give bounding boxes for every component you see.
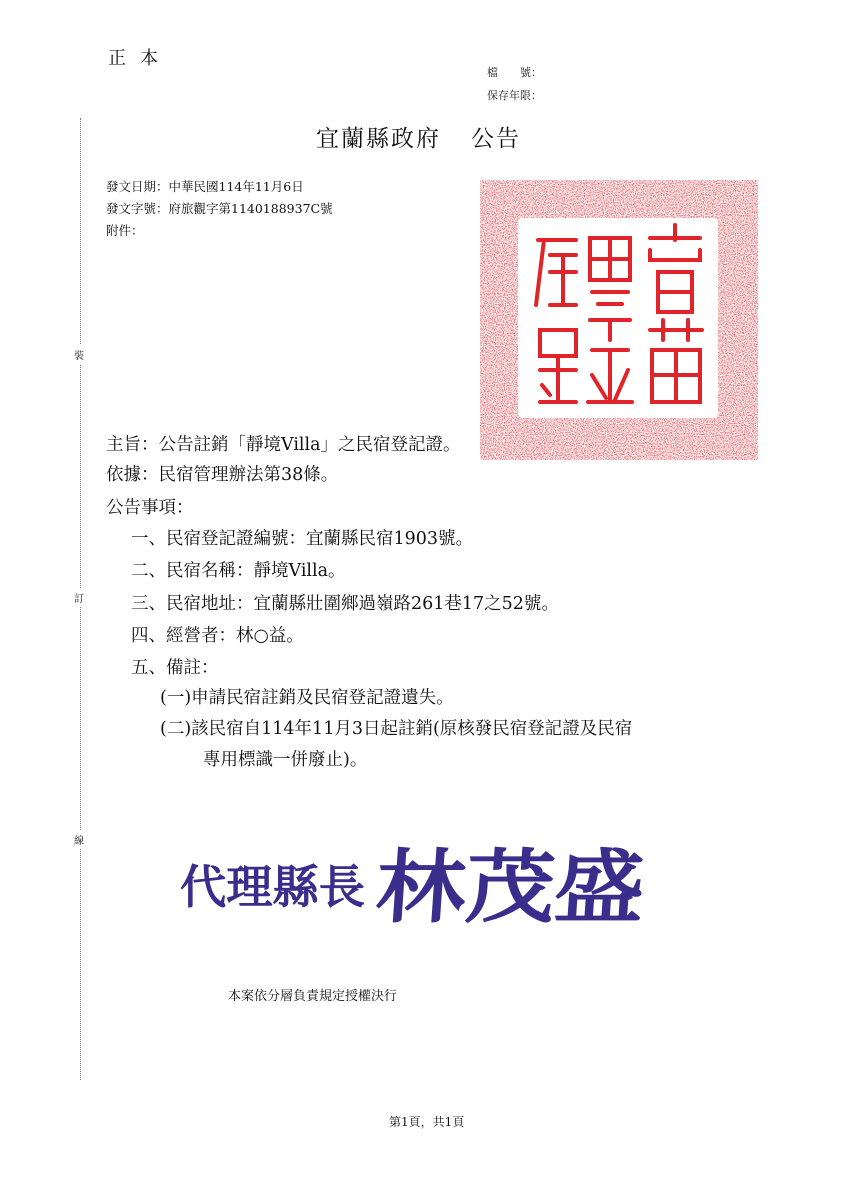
svg-text:林茂盛: 林茂盛	[373, 840, 620, 934]
list-item: 五、備註：	[131, 658, 219, 678]
note-item-continuation: 專用標識一併廢止)。	[203, 750, 368, 770]
list-item: 二、民宿名稱：靜境Villa。	[131, 561, 346, 581]
list-item: 三、民宿地址：宜蘭縣壯圍鄉過嶺路261巷17之52號。	[131, 594, 559, 614]
binding-mark-xian: 線	[74, 830, 84, 849]
binding-mark-zhuang: 裝	[74, 345, 84, 364]
list-item: 一、民宿登記證編號：宜蘭縣民宿1903號。	[131, 529, 474, 549]
subject-line: 主旨：公告註銷「靜境Villa」之民宿登記證。	[106, 435, 461, 455]
issuing-organization: 宜蘭縣政府	[316, 126, 441, 152]
official-seal	[480, 180, 758, 460]
document-number: 發文字號：府旅觀字第1140188937C號	[106, 201, 333, 216]
authorization-note: 本案依分層負責規定授權決行	[228, 989, 398, 1004]
items-heading: 公告事項：	[106, 498, 194, 518]
copy-label: 正本	[108, 48, 172, 69]
list-item: 四、經營者：林○益。	[131, 626, 304, 646]
attachment-label: 附件：	[106, 223, 144, 238]
official-signature-stamp	[180, 835, 650, 935]
document-type: 公告	[471, 126, 521, 152]
issue-date: 發文日期：中華民國114年11月6日	[106, 179, 304, 194]
note-item: (一)申請民宿註銷及民宿登記證遺失。	[160, 688, 454, 708]
basis-line: 依據：民宿管理辦法第38條。	[106, 465, 339, 485]
page-number: 第1頁，共1頁	[389, 1115, 465, 1129]
retention-period-label: 保存年限：	[487, 89, 542, 102]
file-number-label: 檔 號：	[487, 66, 542, 79]
note-item: (二)該民宿自114年11月3日起註銷(原核發民宿登記證及民宿	[160, 719, 633, 739]
binding-mark-ding: 訂	[74, 588, 84, 607]
document-title	[316, 120, 521, 153]
svg-text:代理縣長: 代理縣長	[180, 860, 365, 914]
